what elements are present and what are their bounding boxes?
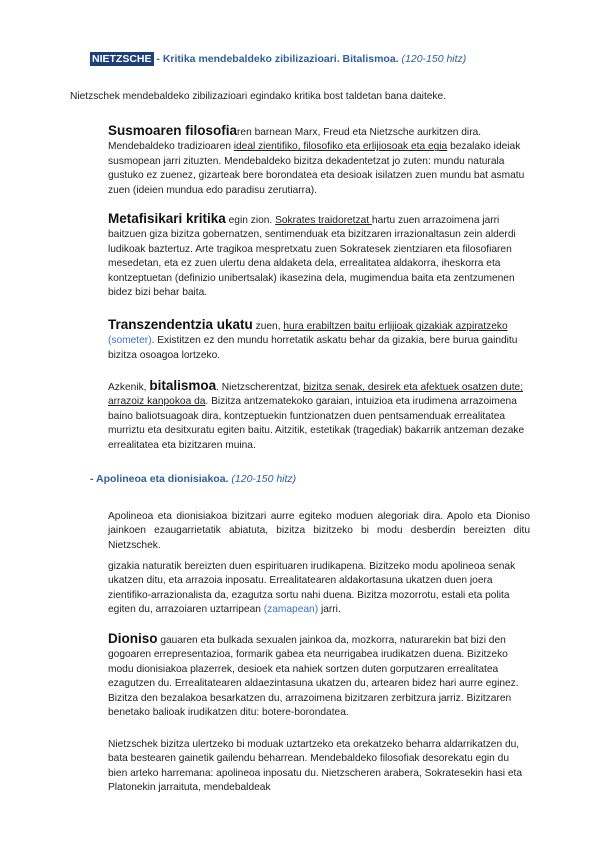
section-heading-2 <box>90 473 296 485</box>
translation-note: (zamapean) <box>263 604 319 616</box>
heading-hint: (120-150 hitz) <box>401 53 467 65</box>
lead-term: Susmoaren filosofia <box>108 123 238 138</box>
paragraph-metafisika <box>108 212 530 300</box>
heading-hint: (120-150 hitz) <box>231 473 297 485</box>
heading-title: - Apolineoa eta dionisiakoa. <box>90 473 229 485</box>
text: bezalako ideiak susmopean jarri zituzten. Mendebaldeko bizitza dekadentetzat jo zuten: mundu naturala gustuko ez zuenez, gizarteak bere borondatea eta desioak isilatzen zuen mundu bat asmatu zuen (ideien mundua edo paradisu zerutiarra). <box>108 141 525 196</box>
heading-title: - Kritika mendebaldeko zibilizazioari. Bitalismoa. <box>153 53 399 65</box>
section-heading-1 <box>90 53 466 65</box>
lead-term: Dioniso <box>108 631 158 646</box>
text: . Existitzen ez den mundu horretatik askatu behar da gizakia, bere burua gainditu bizitza osoagoa lortzeko. <box>108 335 518 361</box>
text: gauaren eta bulkada sexualen jainkoa da, mozkorra, naturarekin bat bizi den gogoaren errepresentazioa, formarik gabea eta neurrigabea irudikatzen duena. Bizitzeko modu dionisiakoa plazerrek, desioek eta nahiek sortzen duten gorputzaren errealitatea ezagutzen du. Errealitatearen aldaezintasuna ukatzen du, artearen bidez hari aurre eginez. Bizitza den bezalakoa besarkatzen du, arrazoimena bizitzaren zerbitzura jarriz. Bizitzaren benetako balioak irudikatzen ditu: botere-borondatea. <box>108 635 519 719</box>
paragraph-susmoa <box>108 124 530 198</box>
paragraph-orekatzea: Nietzschek bizitza ulertzeko bi moduak uztartzeko eta orekatzeko beharra aldarrikatzen du, bata bestearen gainetik gailendu beharrean. Mendebaldeko filosofiak desorekatu egin du bien arteko harremana: apolineoa inposatu du. Nietzscheren arabera, Sokratesekin hasi eta Platonekin jarraituta, mendebaldeak <box>108 739 522 794</box>
heading-tag: NIETZSCHE <box>92 53 152 65</box>
underlined-text: ideal zientifiko, filosofiko eta erlijiosoak eta egia <box>233 141 448 153</box>
text: gizakia naturatik bereizten duen espirituaren irudikapena. Bizitzeko modu apolineoa senak ukatzen ditu, eta arrazoia inposatu. Errealitatearen aldakortasuna ukatzen duen joera zientifiko-arrazionalista da, ezagutza sortu nahi duena. Bizitza mozorrotu, estali eta polita egiten du, arrazoiaren uztarripean <box>108 561 516 616</box>
underlined-text: bizitza senak, desirek eta afektuek osatzen dute; arrazoiz kanpokoa da <box>108 382 524 408</box>
paragraph-alegoriak: Apolineoa eta dionisiakoa bizitzari aurre egiteko moduen alegoriak dira. Apolo eta Dioniso jainkoen ezaugarrietatik abiatuta, bizitza bizitzeko bi modu desberdin bereizten ditu Nietzschek. <box>108 511 530 551</box>
lead-term: Transzendentzia ukatu <box>108 317 253 332</box>
underlined-text: Sokrates traidoretzat <box>275 215 372 226</box>
lead-term: bitalismoa <box>149 378 217 393</box>
text: hartu zuen arrazoimena jarri baitzuen giza bizitza gobernatzen, sentimenduak eta bizitzaren irrazionaltasun zein alderdi ludikoak baztertuz. Arte tragikoa mespretxatu zuen Sokratesek zientziaren eta filosofiaren mesedetan, eta ez zuen ulertu dena aldaketa dela, errealitatea aldakorra, iheskorra eta kontzeptuetan (definizio unibertsalak) ikasezina dela, mugimendua baita eta zentzumenen bidez bizi behar baita. <box>108 215 516 299</box>
underlined-text: hura erabiltzen baitu erlijioak gizakiak azpiratzeko <box>283 321 508 332</box>
lead-term: Metafisikari kritika <box>108 211 226 226</box>
text: . Nietzscherentzat, <box>216 382 304 393</box>
text: ren barnean Marx, Freud eta Nietzsche aurkitzen dira. Mendebaldeko tradizioaren <box>108 127 482 153</box>
text: . Bizitza antzematekoko garaian, intuizioa eta irudimena arrazoimena baino baliotsuagoak dira, kontzeptuekin funtzionatzen duen pentsamenduak errealitatea murriztu eta desitxuratu egiten baitu. Aitzitik, estetikak (tragediak) bakarrik antzeman dezake errealitatea eta bizitzaren muina. <box>108 396 525 451</box>
intro-text: Nietzschek mendebaldeko zibilizazioari egindako kritika bost taldetan bana daiteke. <box>70 91 447 102</box>
paragraph-bitalismoa <box>108 379 530 453</box>
paragraph-dioniso <box>108 632 530 720</box>
translation-note: (someter) <box>108 335 152 347</box>
text: zuen, <box>252 321 284 332</box>
text: jarri. <box>318 604 341 616</box>
text: Azkenik, <box>108 382 150 393</box>
text: egin zion. <box>225 215 276 226</box>
paragraph-apolineoa <box>108 560 530 618</box>
paragraph-transzendentzia <box>108 318 530 363</box>
